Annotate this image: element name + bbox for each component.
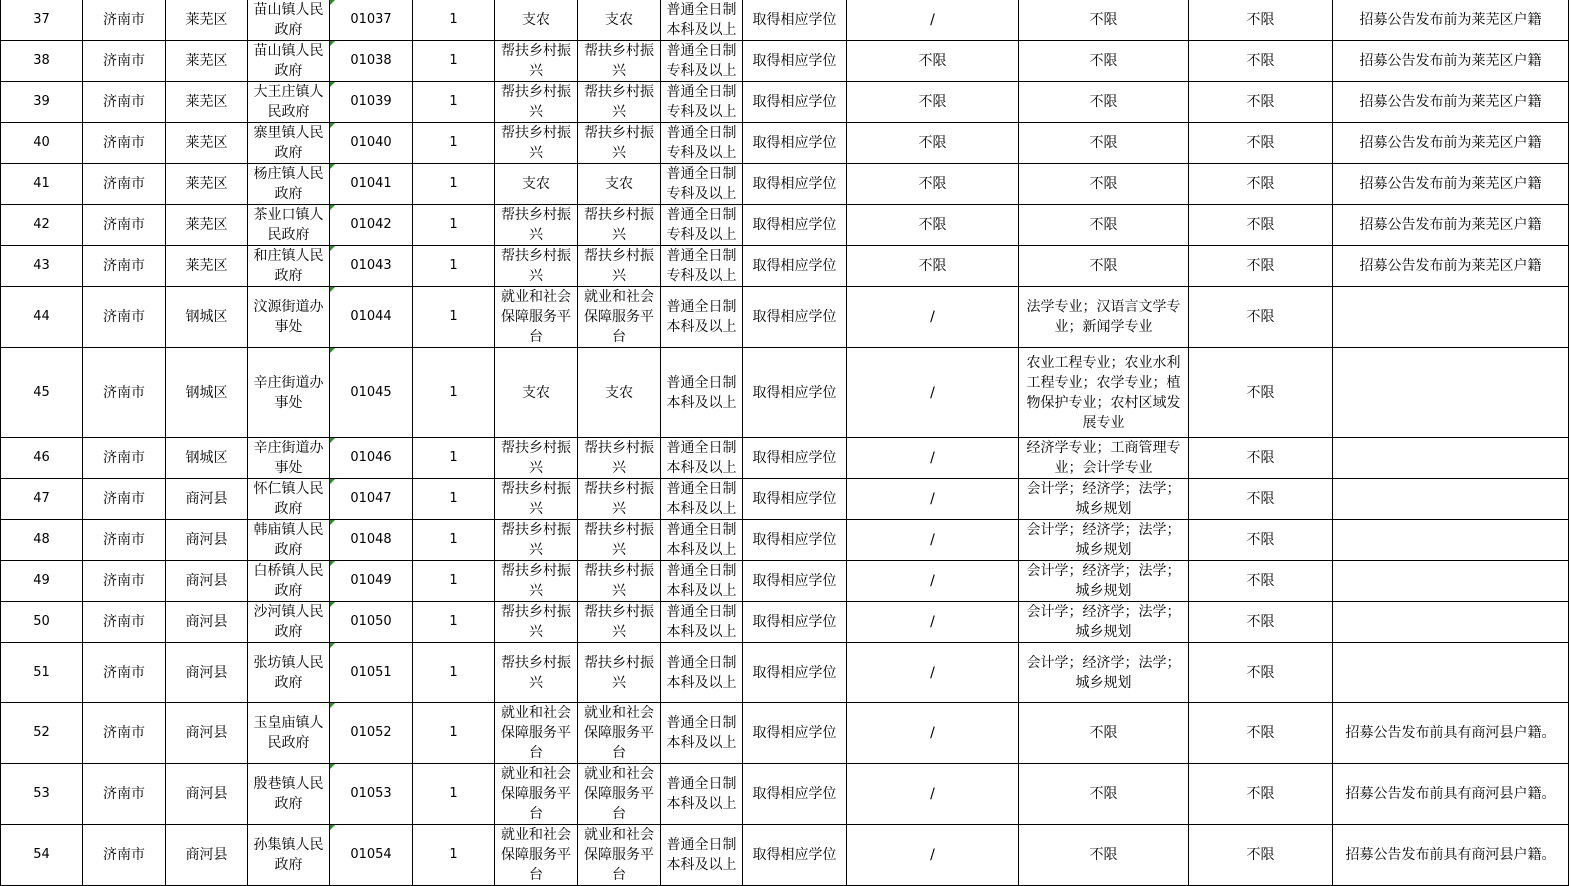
- post-category-cell: 帮扶乡村振兴: [495, 479, 578, 520]
- unit-cell: 大王庄镇人民政府: [248, 82, 330, 123]
- age-cell: /: [847, 438, 1019, 479]
- post-code-cell: 01043: [330, 246, 413, 287]
- row-number-cell: 46: [1, 438, 83, 479]
- major-cell: 不限: [1019, 82, 1189, 123]
- other-requirement-cell: 不限: [1189, 703, 1333, 764]
- row-number-cell: 48: [1, 520, 83, 561]
- district-cell: 商河县: [166, 520, 248, 561]
- education-cell: 普通全日制本科及以上: [661, 438, 743, 479]
- post-name-cell: 就业和社会保障服务平台: [578, 703, 661, 764]
- education-cell: 普通全日制本科及以上: [661, 0, 743, 41]
- headcount-cell: 1: [413, 348, 495, 438]
- education-cell: 普通全日制本科及以上: [661, 703, 743, 764]
- city-cell: 济南市: [83, 123, 166, 164]
- post-name-cell: 支农: [578, 0, 661, 41]
- unit-cell: 苗山镇人民政府: [248, 0, 330, 41]
- post-category-cell: 帮扶乡村振兴: [495, 41, 578, 82]
- city-cell: 济南市: [83, 287, 166, 348]
- unit-cell: 辛庄街道办事处: [248, 348, 330, 438]
- other-requirement-cell: 不限: [1189, 825, 1333, 886]
- unit-cell: 沙河镇人民政府: [248, 602, 330, 643]
- row-number-cell: 54: [1, 825, 83, 886]
- age-cell: /: [847, 703, 1019, 764]
- note-cell: [1333, 561, 1569, 602]
- post-code-cell: 01050: [330, 602, 413, 643]
- degree-cell: 取得相应学位: [743, 348, 847, 438]
- table-row: [1, 348, 1569, 438]
- age-cell: 不限: [847, 205, 1019, 246]
- other-requirement-cell: 不限: [1189, 287, 1333, 348]
- row-number-cell: 49: [1, 561, 83, 602]
- city-cell: 济南市: [83, 205, 166, 246]
- city-cell: 济南市: [83, 41, 166, 82]
- table-row: [1, 520, 1569, 561]
- age-cell: 不限: [847, 82, 1019, 123]
- other-requirement-cell: 不限: [1189, 764, 1333, 825]
- degree-cell: 取得相应学位: [743, 82, 847, 123]
- note-cell: 招募公告发布前为莱芜区户籍: [1333, 246, 1569, 287]
- post-category-cell: 帮扶乡村振兴: [495, 438, 578, 479]
- education-cell: 普通全日制本科及以上: [661, 520, 743, 561]
- row-number-cell: 42: [1, 205, 83, 246]
- note-cell: 招募公告发布前具有商河县户籍。: [1333, 703, 1569, 764]
- education-cell: 普通全日制专科及以上: [661, 41, 743, 82]
- table-row: [1, 82, 1569, 123]
- post-category-cell: 帮扶乡村振兴: [495, 123, 578, 164]
- note-cell: 招募公告发布前具有商河县户籍。: [1333, 825, 1569, 886]
- city-cell: 济南市: [83, 764, 166, 825]
- city-cell: 济南市: [83, 561, 166, 602]
- city-cell: 济南市: [83, 82, 166, 123]
- major-cell: 不限: [1019, 164, 1189, 205]
- headcount-cell: 1: [413, 287, 495, 348]
- row-number-cell: 45: [1, 348, 83, 438]
- city-cell: 济南市: [83, 348, 166, 438]
- headcount-cell: 1: [413, 764, 495, 825]
- age-cell: 不限: [847, 246, 1019, 287]
- city-cell: 济南市: [83, 520, 166, 561]
- other-requirement-cell: 不限: [1189, 561, 1333, 602]
- major-cell: 经济学专业；工商管理专业；会计学专业: [1019, 438, 1189, 479]
- district-cell: 商河县: [166, 602, 248, 643]
- other-requirement-cell: 不限: [1189, 123, 1333, 164]
- district-cell: 商河县: [166, 479, 248, 520]
- post-code-cell: 01037: [330, 0, 413, 41]
- headcount-cell: 1: [413, 41, 495, 82]
- post-name-cell: 帮扶乡村振兴: [578, 438, 661, 479]
- other-requirement-cell: 不限: [1189, 520, 1333, 561]
- post-name-cell: 支农: [578, 348, 661, 438]
- table-row: [1, 287, 1569, 348]
- headcount-cell: 1: [413, 602, 495, 643]
- unit-cell: 和庄镇人民政府: [248, 246, 330, 287]
- degree-cell: 取得相应学位: [743, 602, 847, 643]
- major-cell: 不限: [1019, 764, 1189, 825]
- other-requirement-cell: 不限: [1189, 348, 1333, 438]
- city-cell: 济南市: [83, 825, 166, 886]
- unit-cell: 汶源街道办事处: [248, 287, 330, 348]
- district-cell: 钢城区: [166, 348, 248, 438]
- table-row: [1, 123, 1569, 164]
- degree-cell: 取得相应学位: [743, 561, 847, 602]
- education-cell: 普通全日制本科及以上: [661, 764, 743, 825]
- degree-cell: 取得相应学位: [743, 123, 847, 164]
- post-code-cell: 01052: [330, 703, 413, 764]
- row-number-cell: 41: [1, 164, 83, 205]
- headcount-cell: 1: [413, 82, 495, 123]
- post-category-cell: 支农: [495, 0, 578, 41]
- note-cell: [1333, 643, 1569, 703]
- row-number-cell: 50: [1, 602, 83, 643]
- major-cell: 不限: [1019, 246, 1189, 287]
- major-cell: 不限: [1019, 205, 1189, 246]
- other-requirement-cell: 不限: [1189, 246, 1333, 287]
- age-cell: /: [847, 348, 1019, 438]
- table-row: [1, 602, 1569, 643]
- other-requirement-cell: 不限: [1189, 164, 1333, 205]
- district-cell: 莱芜区: [166, 164, 248, 205]
- district-cell: 莱芜区: [166, 246, 248, 287]
- district-cell: 莱芜区: [166, 123, 248, 164]
- table-body: [1, 0, 1569, 886]
- post-name-cell: 帮扶乡村振兴: [578, 561, 661, 602]
- post-category-cell: 帮扶乡村振兴: [495, 602, 578, 643]
- age-cell: 不限: [847, 164, 1019, 205]
- unit-cell: 杨庄镇人民政府: [248, 164, 330, 205]
- post-name-cell: 就业和社会保障服务平台: [578, 825, 661, 886]
- post-code-cell: 01039: [330, 82, 413, 123]
- major-cell: 不限: [1019, 0, 1189, 41]
- post-category-cell: 帮扶乡村振兴: [495, 561, 578, 602]
- post-category-cell: 帮扶乡村振兴: [495, 520, 578, 561]
- age-cell: /: [847, 764, 1019, 825]
- note-cell: 招募公告发布前为莱芜区户籍: [1333, 164, 1569, 205]
- post-name-cell: 就业和社会保障服务平台: [578, 287, 661, 348]
- note-cell: 招募公告发布前为莱芜区户籍: [1333, 0, 1569, 41]
- degree-cell: 取得相应学位: [743, 0, 847, 41]
- city-cell: 济南市: [83, 164, 166, 205]
- unit-cell: 白桥镇人民政府: [248, 561, 330, 602]
- post-code-cell: 01046: [330, 438, 413, 479]
- table-row: [1, 479, 1569, 520]
- post-code-cell: 01051: [330, 643, 413, 703]
- post-code-cell: 01042: [330, 205, 413, 246]
- other-requirement-cell: 不限: [1189, 643, 1333, 703]
- post-code-cell: 01047: [330, 479, 413, 520]
- headcount-cell: 1: [413, 561, 495, 602]
- education-cell: 普通全日制专科及以上: [661, 82, 743, 123]
- table-row: [1, 825, 1569, 886]
- post-code-cell: 01053: [330, 764, 413, 825]
- age-cell: 不限: [847, 123, 1019, 164]
- post-name-cell: 支农: [578, 164, 661, 205]
- post-name-cell: 帮扶乡村振兴: [578, 643, 661, 703]
- education-cell: 普通全日制本科及以上: [661, 602, 743, 643]
- post-name-cell: 帮扶乡村振兴: [578, 41, 661, 82]
- note-cell: 招募公告发布前为莱芜区户籍: [1333, 123, 1569, 164]
- degree-cell: 取得相应学位: [743, 520, 847, 561]
- unit-cell: 孙集镇人民政府: [248, 825, 330, 886]
- unit-cell: 怀仁镇人民政府: [248, 479, 330, 520]
- degree-cell: 取得相应学位: [743, 703, 847, 764]
- age-cell: /: [847, 0, 1019, 41]
- table-row: [1, 561, 1569, 602]
- district-cell: 莱芜区: [166, 82, 248, 123]
- headcount-cell: 1: [413, 825, 495, 886]
- row-number-cell: 39: [1, 82, 83, 123]
- row-number-cell: 47: [1, 479, 83, 520]
- unit-cell: 张坊镇人民政府: [248, 643, 330, 703]
- headcount-cell: 1: [413, 520, 495, 561]
- major-cell: 不限: [1019, 123, 1189, 164]
- education-cell: 普通全日制本科及以上: [661, 479, 743, 520]
- post-name-cell: 就业和社会保障服务平台: [578, 764, 661, 825]
- table-row: [1, 41, 1569, 82]
- row-number-cell: 52: [1, 703, 83, 764]
- major-cell: 会计学；经济学；法学；城乡规划: [1019, 479, 1189, 520]
- degree-cell: 取得相应学位: [743, 205, 847, 246]
- district-cell: 商河县: [166, 703, 248, 764]
- major-cell: 会计学；经济学；法学；城乡规划: [1019, 561, 1189, 602]
- note-cell: 招募公告发布前为莱芜区户籍: [1333, 41, 1569, 82]
- note-cell: [1333, 520, 1569, 561]
- district-cell: 钢城区: [166, 287, 248, 348]
- other-requirement-cell: 不限: [1189, 41, 1333, 82]
- post-category-cell: 就业和社会保障服务平台: [495, 287, 578, 348]
- headcount-cell: 1: [413, 0, 495, 41]
- degree-cell: 取得相应学位: [743, 438, 847, 479]
- post-category-cell: 就业和社会保障服务平台: [495, 764, 578, 825]
- post-category-cell: 就业和社会保障服务平台: [495, 703, 578, 764]
- post-code-cell: 01040: [330, 123, 413, 164]
- major-cell: 会计学；经济学；法学；城乡规划: [1019, 643, 1189, 703]
- age-cell: /: [847, 287, 1019, 348]
- district-cell: 商河县: [166, 643, 248, 703]
- headcount-cell: 1: [413, 164, 495, 205]
- headcount-cell: 1: [413, 703, 495, 764]
- other-requirement-cell: 不限: [1189, 438, 1333, 479]
- district-cell: 钢城区: [166, 438, 248, 479]
- education-cell: 普通全日制本科及以上: [661, 561, 743, 602]
- row-number-cell: 38: [1, 41, 83, 82]
- unit-cell: 苗山镇人民政府: [248, 41, 330, 82]
- table-row: [1, 164, 1569, 205]
- education-cell: 普通全日制本科及以上: [661, 825, 743, 886]
- degree-cell: 取得相应学位: [743, 479, 847, 520]
- city-cell: 济南市: [83, 479, 166, 520]
- education-cell: 普通全日制专科及以上: [661, 123, 743, 164]
- other-requirement-cell: 不限: [1189, 479, 1333, 520]
- unit-cell: 寨里镇人民政府: [248, 123, 330, 164]
- post-name-cell: 帮扶乡村振兴: [578, 246, 661, 287]
- headcount-cell: 1: [413, 123, 495, 164]
- row-number-cell: 51: [1, 643, 83, 703]
- unit-cell: 辛庄街道办事处: [248, 438, 330, 479]
- other-requirement-cell: 不限: [1189, 602, 1333, 643]
- headcount-cell: 1: [413, 205, 495, 246]
- post-code-cell: 01045: [330, 348, 413, 438]
- degree-cell: 取得相应学位: [743, 764, 847, 825]
- major-cell: 不限: [1019, 41, 1189, 82]
- major-cell: 不限: [1019, 825, 1189, 886]
- degree-cell: 取得相应学位: [743, 643, 847, 703]
- unit-cell: 茶业口镇人民政府: [248, 205, 330, 246]
- degree-cell: 取得相应学位: [743, 164, 847, 205]
- other-requirement-cell: 不限: [1189, 0, 1333, 41]
- post-code-cell: 01049: [330, 561, 413, 602]
- age-cell: /: [847, 561, 1019, 602]
- note-cell: 招募公告发布前具有商河县户籍。: [1333, 764, 1569, 825]
- city-cell: 济南市: [83, 602, 166, 643]
- education-cell: 普通全日制专科及以上: [661, 164, 743, 205]
- post-name-cell: 帮扶乡村振兴: [578, 520, 661, 561]
- district-cell: 商河县: [166, 561, 248, 602]
- post-name-cell: 帮扶乡村振兴: [578, 123, 661, 164]
- table-row: [1, 246, 1569, 287]
- major-cell: 会计学；经济学；法学；城乡规划: [1019, 602, 1189, 643]
- note-cell: [1333, 438, 1569, 479]
- city-cell: 济南市: [83, 246, 166, 287]
- post-name-cell: 帮扶乡村振兴: [578, 479, 661, 520]
- post-code-cell: 01054: [330, 825, 413, 886]
- age-cell: /: [847, 825, 1019, 886]
- row-number-cell: 43: [1, 246, 83, 287]
- post-category-cell: 帮扶乡村振兴: [495, 205, 578, 246]
- age-cell: /: [847, 643, 1019, 703]
- note-cell: 招募公告发布前为莱芜区户籍: [1333, 205, 1569, 246]
- note-cell: [1333, 287, 1569, 348]
- district-cell: 商河县: [166, 764, 248, 825]
- city-cell: 济南市: [83, 0, 166, 41]
- unit-cell: 玉皇庙镇人民政府: [248, 703, 330, 764]
- table-row: [1, 643, 1569, 703]
- district-cell: 莱芜区: [166, 205, 248, 246]
- age-cell: /: [847, 479, 1019, 520]
- headcount-cell: 1: [413, 246, 495, 287]
- post-category-cell: 支农: [495, 348, 578, 438]
- note-cell: 招募公告发布前为莱芜区户籍: [1333, 82, 1569, 123]
- education-cell: 普通全日制本科及以上: [661, 643, 743, 703]
- post-category-cell: 帮扶乡村振兴: [495, 246, 578, 287]
- post-name-cell: 帮扶乡村振兴: [578, 205, 661, 246]
- degree-cell: 取得相应学位: [743, 287, 847, 348]
- degree-cell: 取得相应学位: [743, 41, 847, 82]
- education-cell: 普通全日制专科及以上: [661, 246, 743, 287]
- table-row: [1, 703, 1569, 764]
- district-cell: 商河县: [166, 825, 248, 886]
- district-cell: 莱芜区: [166, 0, 248, 41]
- row-number-cell: 37: [1, 0, 83, 41]
- post-code-cell: 01038: [330, 41, 413, 82]
- city-cell: 济南市: [83, 703, 166, 764]
- age-cell: /: [847, 602, 1019, 643]
- row-number-cell: 53: [1, 764, 83, 825]
- row-number-cell: 44: [1, 287, 83, 348]
- degree-cell: 取得相应学位: [743, 825, 847, 886]
- post-name-cell: 帮扶乡村振兴: [578, 602, 661, 643]
- post-name-cell: 帮扶乡村振兴: [578, 82, 661, 123]
- district-cell: 莱芜区: [166, 41, 248, 82]
- education-cell: 普通全日制本科及以上: [661, 348, 743, 438]
- headcount-cell: 1: [413, 643, 495, 703]
- note-cell: [1333, 479, 1569, 520]
- age-cell: 不限: [847, 41, 1019, 82]
- note-cell: [1333, 602, 1569, 643]
- unit-cell: 韩庙镇人民政府: [248, 520, 330, 561]
- post-code-cell: 01048: [330, 520, 413, 561]
- post-code-cell: 01044: [330, 287, 413, 348]
- headcount-cell: 1: [413, 438, 495, 479]
- education-cell: 普通全日制专科及以上: [661, 205, 743, 246]
- major-cell: 不限: [1019, 703, 1189, 764]
- note-cell: [1333, 348, 1569, 438]
- table-row: [1, 205, 1569, 246]
- headcount-cell: 1: [413, 479, 495, 520]
- other-requirement-cell: 不限: [1189, 82, 1333, 123]
- education-cell: 普通全日制本科及以上: [661, 287, 743, 348]
- post-category-cell: 帮扶乡村振兴: [495, 643, 578, 703]
- major-cell: 会计学；经济学；法学；城乡规划: [1019, 520, 1189, 561]
- table-row: [1, 764, 1569, 825]
- degree-cell: 取得相应学位: [743, 246, 847, 287]
- post-code-cell: 01041: [330, 164, 413, 205]
- major-cell: 农业工程专业；农业水利工程专业；农学专业；植物保护专业；农村区域发展专业: [1019, 348, 1189, 438]
- other-requirement-cell: 不限: [1189, 205, 1333, 246]
- post-category-cell: 帮扶乡村振兴: [495, 82, 578, 123]
- post-category-cell: 支农: [495, 164, 578, 205]
- table-row: [1, 0, 1569, 41]
- city-cell: 济南市: [83, 438, 166, 479]
- unit-cell: 殷巷镇人民政府: [248, 764, 330, 825]
- major-cell: 法学专业；汉语言文学专业；新闻学专业: [1019, 287, 1189, 348]
- age-cell: /: [847, 520, 1019, 561]
- post-category-cell: 就业和社会保障服务平台: [495, 825, 578, 886]
- city-cell: 济南市: [83, 643, 166, 703]
- table-row: [1, 438, 1569, 479]
- row-number-cell: 40: [1, 123, 83, 164]
